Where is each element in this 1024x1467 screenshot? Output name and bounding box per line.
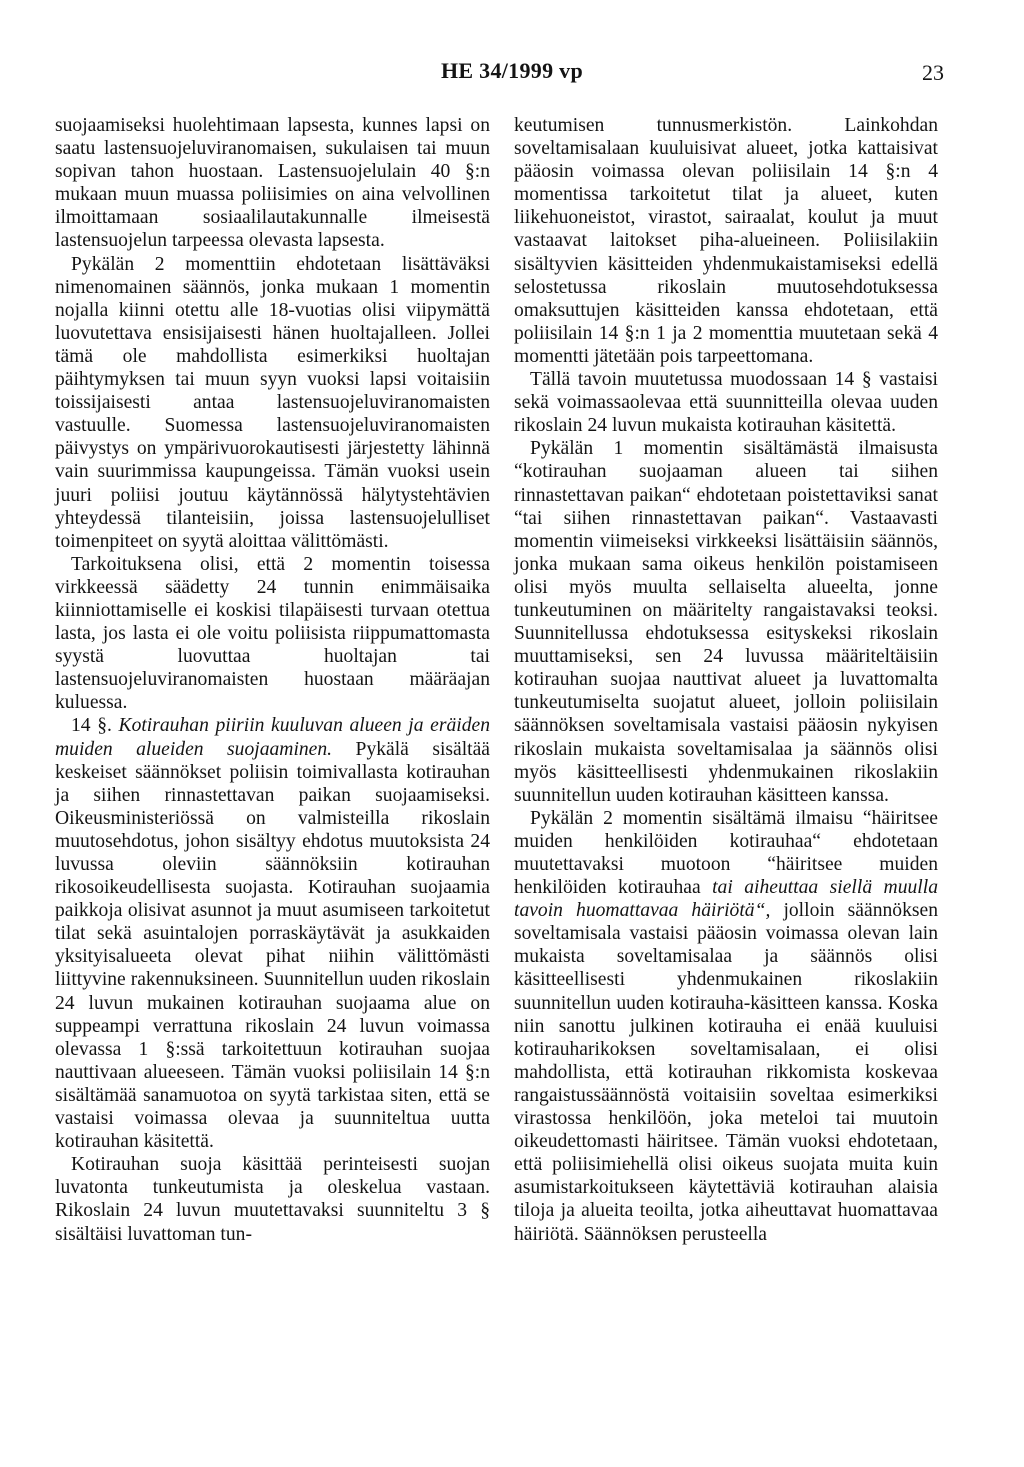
section-body: Pykälä sisältää keskeiset säännökset poliisin toimivallasta kotirauhan ja siihen rinnastettavan paikan suojaamiseksi. Oikeusministeriössä on valmisteilla rikoslain muutosehdotus, johon sisältyy ehdotus muutoksista 24 luvussa oleviin säännöksiin kotirauhan rikosoikeudellisesta suojasta. Kotirauhan suojaamia paikkoja olisivat asunnot ja muut asumiseen tarkoitetut tilat sekä asuintalojen porraskäytävät ja asukkaiden yksityisalueeta olevat pihat niihin välittömästi liittyvine rakennuksineen. Suunnitellun uuden rikoslain 24 luvun mukainen kotirauhan suojaama alue on suppeampi verrattuna rikoslain 24 luvun voimassa olevassa 1 §:ssä tarkoitettuun kotirauhan suojaa nauttivaan alueeseen. Tämän vuoksi poliisilain 14 §:n sisältämää sanamuotoa on syytä tarkistaa siten, että se vastaisi voimassa olevaa ja suunniteltua uutta kotirauhan käsitettä. bbox=[55, 738, 490, 1153]
right-p4-italic: tai aiheuttaa siellä muulla tavoin huomattavaa häiriötä“, bbox=[514, 877, 938, 922]
right-p4-body: Pykälän 2 momentin sisältämä ilmaisu “häiritsee muiden henkilöiden kotirauhaa“ ehdotetaan muutettavaksi muotoon “häiritsee muiden henkilöiden kotirauhaa bbox=[514, 807, 938, 899]
section-title: Kotirauhan piiriin kuuluvan alueen ja eräiden muiden alueiden suojaaminen. bbox=[55, 715, 490, 760]
right-column bbox=[514, 114, 938, 1246]
left-paragraph-3: Tarkoituksena olisi, että 2 momentin toisessa virkkeessä säädetty 24 tunnin enimmäisaika kiinniottamiselle ei koskisi tilapäisesti turvaan otettua lasta, jos lasta ei ole voitu poliisista riippumattomasta syystä luovuttaa huoltajan tai lastensuojeluviranomaisten huostaan määräajan kuluessa. bbox=[55, 553, 490, 714]
section-number: 14 §. bbox=[71, 715, 112, 737]
right-paragraph-2: Tällä tavoin muutetussa muodossaan 14 § vastaisi sekä voimassaolevaa että suunnitteilla olevaa uuden rikoslain 24 luvun mukaista kotirauhan käsitettä. bbox=[514, 369, 938, 437]
right-paragraph-4 bbox=[514, 807, 938, 1246]
left-paragraph-5: Kotirauhan suoja käsittää perinteisesti suojan luvatonta tunkeutumista ja oleskelua vastaan. Rikoslain 24 luvun muutettavaksi suunniteltu 3 § sisältäisi luvattoman tun- bbox=[55, 1154, 490, 1245]
right-paragraph-1: keutumisen tunnusmerkistön. Lainkohdan soveltamisalaan kuuluisivat alueet, jotka kattaisivat pääosin voimassa olevan poliisilain 14 §:n 4 momentissa tarkoitetut tilat ja alueet, kuten liikehuoneistot, virastot, sairaalat, koulut ja muut vastaavat laitokset piha-alueineen. Poliisilakiin sisältyvien käsitteiden yhdenmukaistamiseksi edellä selostetussa rikoslain muutosehdotuksessa omaksuttujen käsitteiden kanssa ehdotetaan, että poliisilain 14 §:n 1 ja 2 momenttia muutetaan sekä 4 momentti jätetään pois tarpeettomana. bbox=[514, 115, 938, 367]
left-paragraph-4 bbox=[55, 714, 490, 1153]
right-paragraph-3: Pykälän 1 momentin sisältämästä ilmaisusta “kotirauhan suojaaman alueen tai siihen rinnastettavan paikan“ ehdotetaan poistettaviksi sanat “tai siihen rinnastettavan paikan“. Vastaavasti momentin viimeiseksi virkkeeksi lisättäisiin säännös, jonka mukaan sama oikeus henkilön poistamiseen olisi myös muulta sellaiselta alueelta, jonne tunkeutuminen on määritelty rangaistavaksi teoksi. Suunnitellussa ehdotuksessa esityskeksi rikoslain muuttamiseksi, sen 24 luvussa määriteltäisiin kotirauhan suojaa nauttivat alueet ja luvattomalta tunkeutumiselta suojatut alueet, jolloin poliisilain säännöksen soveltamisala vastaisi pääosin nykyisen rikoslain mukaista soveltamisalaa ja säännös olisi myös käsitteellisesti yhdenmukainen rikoslakiin suunnitellun uuden kotirauhan käsitteen kanssa. bbox=[514, 438, 938, 806]
left-column bbox=[55, 114, 490, 1246]
page-number: 23 bbox=[922, 60, 944, 85]
left-paragraph-1: suojaamiseksi huolehtimaan lapsesta, kunnes lapsi on saatu lastensuojeluviranomaisen, sukulaisen tai muun sopivan tahon huostaan. Lastensuojelulain 40 §:n mukaan muun muassa poliisimies on aina velvollinen ilmoittamaan sosiaalilautakunnalle ilmeisestä lastensuojelun tarpeessa olevasta lapsesta. bbox=[55, 115, 490, 252]
document-identifier: HE 34/1999 vp bbox=[440, 58, 584, 83]
left-paragraph-2: Pykälän 2 momenttiin ehdotetaan lisättäväksi nimenomainen säännös, jonka mukaan 1 momentin nojalla kiinni otettu alle 18-vuotias olisi viipymättä luovutettava ensisijaisesti hänen huoltajalleen. Jollei tämä ole mahdollista esimerkiksi huoltajan päihtymyksen tai muun syyn vuoksi lapsi voitaisiin toissijaisesti antaa lastensuojeluviranomaisten vastuulle. Suomessa lastensuojeluviranomaisten päivystys on ympärivuorokautisesti järjestetty lähinnä vain suurimmissa kaupungeissa. Tämän vuoksi usein juuri poliisi joutuu käytännössä hälytystehtävien yhteydessä tilanteisiin, joissa lastensuojelulliset toimenpiteet on syytä aloittaa välittömästi. bbox=[55, 253, 490, 552]
right-p4-rest: jolloin säännöksen soveltamisala vastaisi pääosin voimassa olevan lain mukaista soveltamisalaa ja säännös olisi käsitteellisesti yhdenmukainen rikoslakiin suunnitellun uuden kotirauha-käsitteen kanssa. Koska niin sanottu julkinen kotirauha ei enää kuuluisi kotirauharikoksen soveltamisalaan, ei olisi mahdollista, että kotirauhan rikkomista koskevaa rangaistussäännöstä voitaisiin soveltaa esimerkiksi virastossa henkilöön, joka meteloi tai muutoin oikeudettomasti häiritsee. Tämän vuoksi ehdotetaan, että poliisimiehellä olisi oikeus suojata muita kuin asumistarkoitukseen käytettäviä kotirauhan alaisia tiloja ja alueita teoilta, jotka aiheuttavat huomattavaa häiriötä. Säännöksen perusteella bbox=[514, 900, 938, 1245]
page-header bbox=[0, 58, 1024, 88]
